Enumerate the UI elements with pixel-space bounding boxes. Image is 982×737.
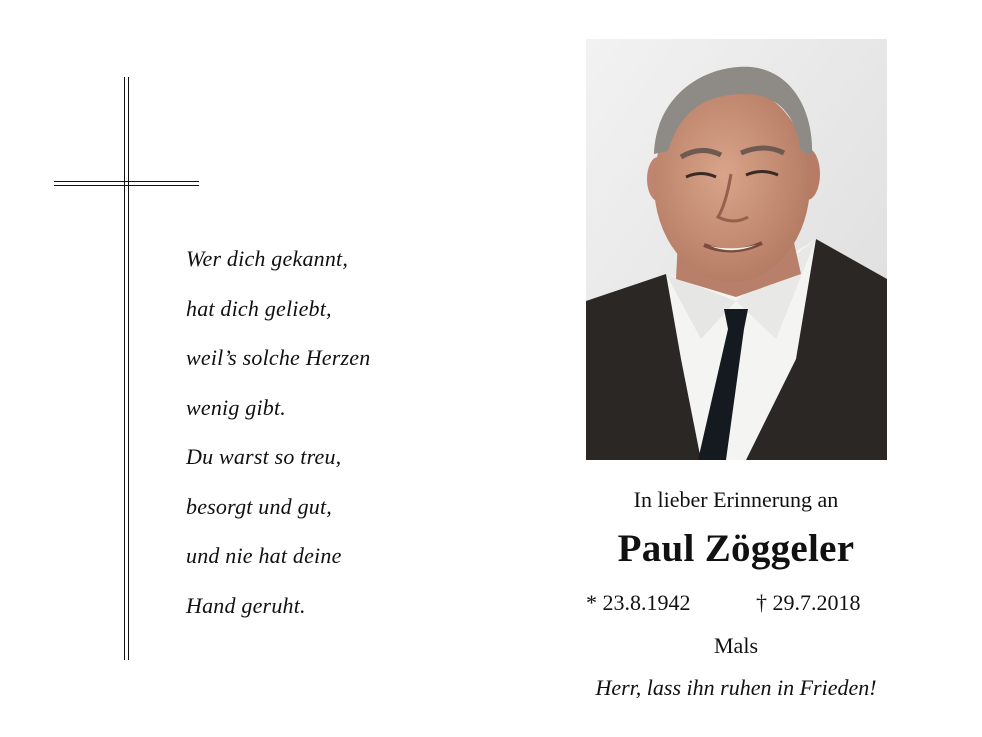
birth-date: * 23.8.1942 xyxy=(586,590,691,615)
portrait-photo xyxy=(586,39,887,460)
life-dates xyxy=(586,590,906,616)
poem-line: besorgt und gut, xyxy=(186,493,332,519)
memorial-intro: In lieber Erinnerung an xyxy=(633,487,839,512)
poem-line: Du warst so treu, xyxy=(186,444,342,469)
place-name: Mals xyxy=(714,633,758,658)
cross-vertical-bar xyxy=(124,77,129,660)
closing-prayer: Herr, lass ihn ruhen in Frieden! xyxy=(595,675,877,700)
poem-line: Wer dich gekannt, xyxy=(186,246,349,271)
poem-line: hat dich geliebt, xyxy=(186,295,332,321)
poem-line: weil’s solche Herzen xyxy=(186,345,371,370)
poem xyxy=(186,234,370,630)
poem-line: und nie hat deine xyxy=(186,543,342,568)
poem-line: wenig gibt. xyxy=(186,394,286,420)
cross-horizontal-bar xyxy=(54,181,199,186)
poem-line: Hand geruht. xyxy=(186,592,306,618)
deceased-name: Paul Zöggeler xyxy=(617,527,855,570)
death-date: † 29.7.2018 xyxy=(756,590,861,615)
